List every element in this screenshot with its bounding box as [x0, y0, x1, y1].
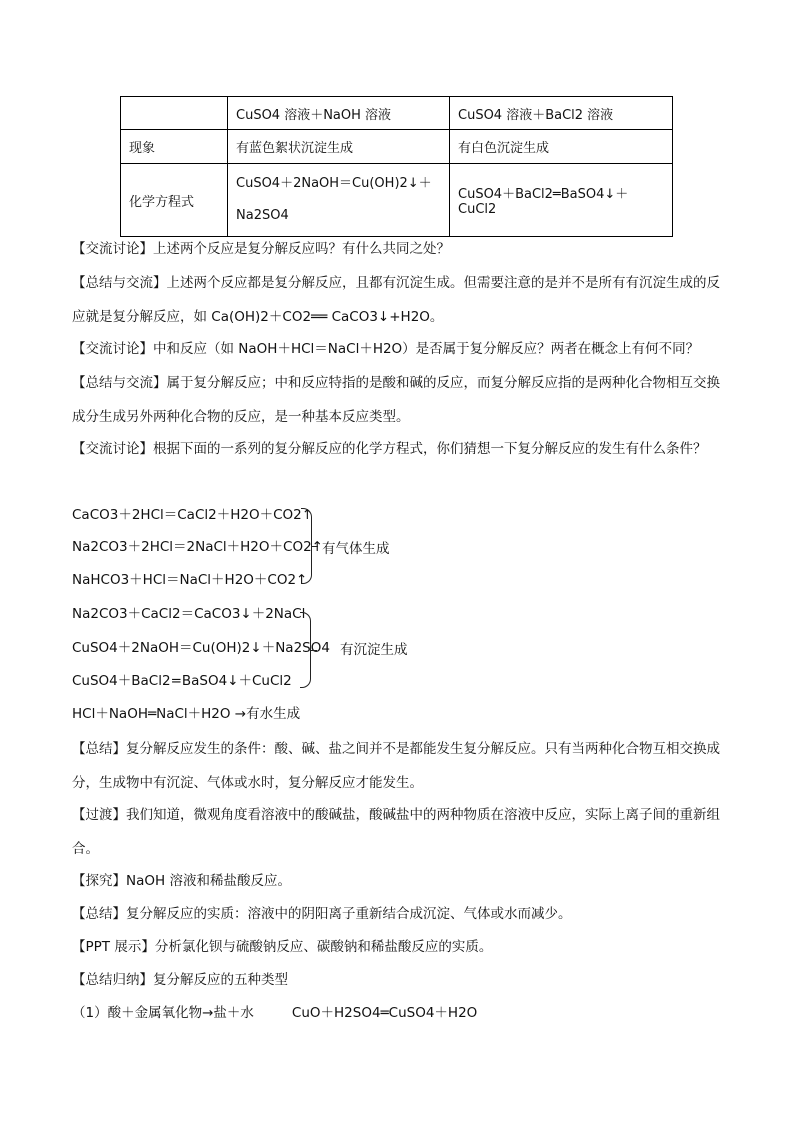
equation-gas-2: Na2CO3＋2HCl＝2NaCl＋H2O＋CO2↑ [72, 539, 323, 555]
equation-precip-2: CuSO4＋2NaOH＝Cu(OH)2↓＋Na2SO4 [72, 640, 330, 656]
summary-1: 【总结与交流】上述两个反应都是复分解反应，且都有沉淀生成。但需要注意的是并不是所有有沉淀生成的反应就是复分解反应，如 Ca(OH)2＋CO2══ CaCO3↓+H2O。 [72, 275, 720, 325]
explore: 【探究】NaOH 溶液和稀盐酸反应。 [72, 873, 291, 889]
type-1-label: （1）酸＋金属氧化物→盐＋水 [72, 1005, 254, 1021]
table-header-col2: CuSO4 溶液＋BaCl2 溶液 [450, 97, 673, 130]
row-cell: CuSO4＋BaCl2═BaSO4↓＋CuCl2 [450, 164, 673, 237]
discussion-3: 【交流讨论】根据下面的一系列的复分解反应的化学方程式，你们猜想一下复分解反应的发生有什么条件？ [72, 441, 707, 457]
equation-precip-3: CuSO4＋BaCl2=BaSO4↓＋CuCl2 [72, 673, 292, 689]
table-header-row [121, 97, 673, 130]
equation-gas-1: CaCO3＋2HCl＝CaCl2＋H2O＋CO2↑ [72, 507, 314, 523]
equation-precip-1: Na2CO3＋CaCl2＝CaCO3↓＋2NaCl [72, 606, 306, 622]
type-1-line [72, 1003, 477, 1023]
table-header-blank [121, 97, 228, 130]
summary-5: 【总结归纳】复分解反应的五种类型 [72, 972, 288, 988]
experiment-table [120, 96, 673, 237]
brace-gas [301, 508, 312, 584]
table-header-col1: CuSO4 溶液＋NaOH 溶液 [228, 97, 450, 130]
row-cell: 有蓝色絮状沉淀生成 [228, 130, 450, 164]
summary-4: 【总结】复分解反应的实质：溶液中的阴阳离子重新结合成沉淀、气体或水而减少。 [72, 906, 572, 922]
row-cell: 有白色沉淀生成 [450, 130, 673, 164]
row-label: 现象 [121, 130, 228, 164]
equation-gas-3: NaHCO3＋HCl＝NaCl＋H2O＋CO2↑ [72, 572, 308, 588]
summary-2: 【总结与交流】属于复分解反应；中和反应特指的是酸和碱的反应，而复分解反应指的是两种化合物相互交换成分生成另外两种化合物的反应，是一种基本反应类型。 [72, 375, 720, 425]
row-cell: CuSO4＋2NaOH＝Cu(OH)2↓＋Na2SO4 [228, 164, 450, 237]
table-row [121, 130, 673, 164]
row-label: 化学方程式 [121, 164, 228, 237]
discussion-1: 【交流讨论】上述两个反应是复分解反应吗？有什么共同之处？ [72, 241, 450, 257]
equation-water: HCl＋NaOH═NaCl＋H2O →有水生成 [72, 706, 301, 722]
gas-label: 有气体生成 [322, 541, 390, 557]
table-row [121, 164, 673, 237]
type-1-equation: CuO＋H2SO4═CuSO4＋H2O [291, 1005, 478, 1021]
ppt-show: 【PPT 展示】分析氯化钡与硫酸钠反应、碳酸钠和稀盐酸反应的实质。 [72, 939, 493, 955]
precip-label: 有沉淀生成 [340, 642, 408, 658]
discussion-2: 【交流讨论】中和反应（如 NaOH＋HCl＝NaCl＋H2O）是否属于复分解反应？两者在概念上有何不同？ [72, 341, 700, 357]
brace-precip [300, 612, 311, 688]
summary-3: 【总结】复分解反应发生的条件：酸、碱、盐之间并不是都能发生复分解反应。只有当两种化合物互相交换成分，生成物中有沉淀、气体或水时，复分解反应才能发生。 [72, 741, 720, 791]
transition: 【过渡】我们知道，微观角度看溶液中的酸碱盐，酸碱盐中的两种物质在溶液中反应，实际上离子间的重新组合。 [72, 807, 720, 857]
